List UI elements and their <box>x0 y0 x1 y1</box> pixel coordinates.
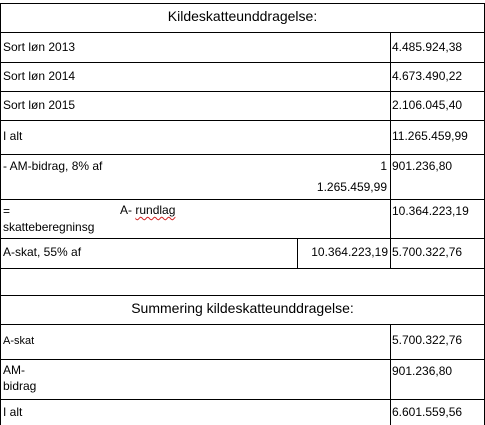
grid-line <box>0 3 485 4</box>
summary-value-am: 901.236,80 <box>392 364 453 378</box>
summary-value-i-alt: 6.601.559,56 <box>392 405 463 419</box>
am-basis-line1: 1 <box>380 159 387 173</box>
row-label-sort-2014: Sort løn 2014 <box>3 69 76 83</box>
grid-line <box>0 268 485 269</box>
grid-line <box>0 3 1 425</box>
row-value-a-skat: 5.700.322,76 <box>392 245 463 259</box>
grid-line <box>0 295 485 296</box>
a-skat-basis: 10.364.223,19 <box>311 245 388 259</box>
grid-line <box>0 324 485 325</box>
row-value-rundlag: 10.364.223,19 <box>392 204 469 218</box>
grid-line <box>0 91 485 92</box>
row-label-am-bidrag: - AM-bidrag, 8% af <box>3 159 103 173</box>
row-value-i-alt: 11.265.459,99 <box>392 129 468 143</box>
grid-line <box>390 324 391 425</box>
grid-line <box>0 199 485 200</box>
row-label-i-alt: I alt <box>3 129 23 143</box>
summary-value-a-skat: 5.700.322,76 <box>392 333 463 347</box>
grid-line <box>0 399 485 400</box>
summary-label-am-line2: bidrag <box>3 379 37 393</box>
grid-line <box>0 238 485 239</box>
rundlag-label-word: rundlag <box>135 203 176 217</box>
grid-line <box>390 32 391 268</box>
row-value-sort-2014: 4.673.490,22 <box>392 69 463 83</box>
row-value-sort-2013: 4.485.924,38 <box>392 40 463 54</box>
row-label-a-skat: A-skat, 55% af <box>3 245 82 259</box>
rundlag-label-line2: skatteberegninsg <box>3 220 95 234</box>
summary-label-i-alt: I alt <box>3 405 23 419</box>
grid-line <box>0 62 485 63</box>
table-title: Kildeskatteunddragelse: <box>167 8 318 24</box>
am-basis-line2: 1.265.459,99 <box>316 180 387 194</box>
rundlag-label-mid: A- <box>120 203 136 217</box>
grid-line <box>0 154 485 155</box>
grid-line <box>0 32 485 33</box>
row-label-sort-2013: Sort løn 2013 <box>3 40 76 54</box>
rundlag-label <box>120 203 175 217</box>
summary-label-am-line1: AM- <box>3 363 25 377</box>
summary-label-a-skat: A-skat <box>3 335 35 347</box>
row-label-sort-2015: Sort løn 2015 <box>3 98 76 112</box>
grid-line <box>0 359 485 360</box>
row-value-sort-2015: 2.106.045,40 <box>392 98 463 112</box>
rundlag-prefix: = <box>3 204 11 218</box>
summary-title: Summering kildeskatteunddragelse: <box>131 300 354 316</box>
row-value-am-bidrag: 901.236,80 <box>392 159 453 173</box>
grid-line <box>0 120 485 121</box>
